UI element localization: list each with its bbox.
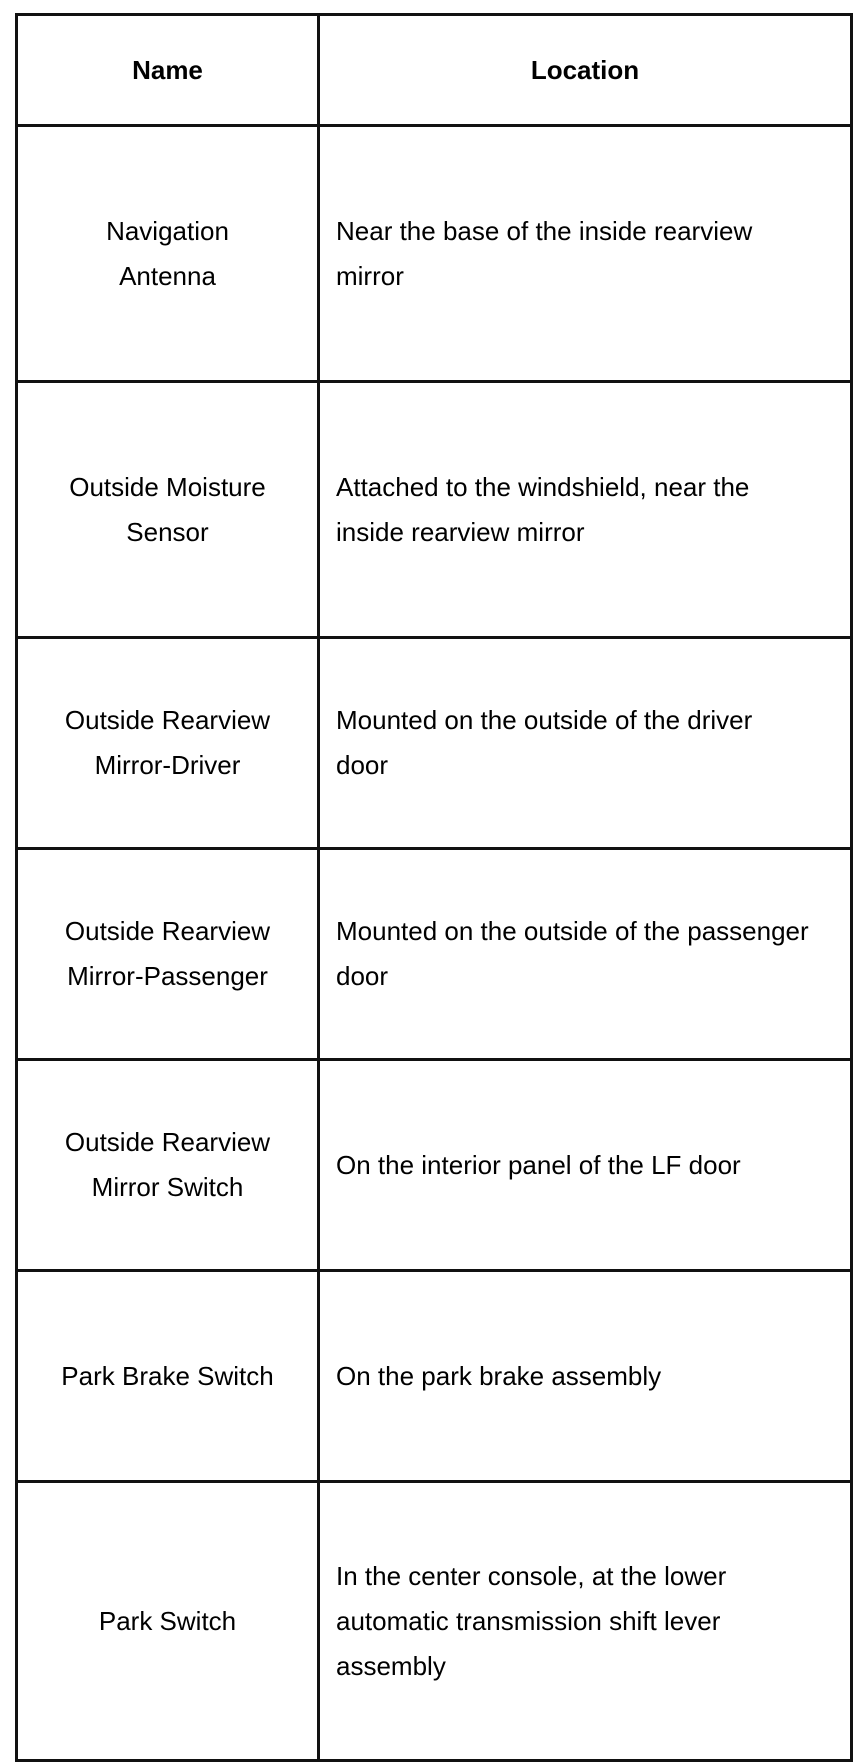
component-location: On the park brake assembly (319, 1271, 852, 1482)
component-name (17, 1060, 319, 1271)
component-name-text: Park Switch (98, 1605, 237, 1636)
component-name-text: Outside Rearview Mirror-Passenger (64, 916, 271, 991)
table-row (17, 126, 852, 382)
header-location: Location (319, 15, 852, 126)
component-name-text: Outside Moisture Sensor (69, 471, 266, 547)
table-row (17, 1060, 852, 1271)
table-row (17, 1271, 852, 1482)
component-name-text: Outside Rearview Mirror-Driver (64, 705, 271, 780)
component-location: Attached to the windshield, near the inside rearview mirror (319, 382, 852, 638)
component-location: In the center console, at the lower automatic transmission shift lever assembly (319, 1482, 852, 1761)
component-location: Mounted on the outside of the driver door (319, 638, 852, 849)
component-name-text: Outside Rearview Mirror Switch (64, 1127, 271, 1202)
table-row (17, 849, 852, 1060)
table-row (17, 638, 852, 849)
table-row (17, 1482, 852, 1761)
component-location: Near the base of the inside rearview mirror (319, 126, 852, 382)
component-name-text: Park Brake Switch (61, 1360, 274, 1391)
component-location-table (15, 13, 853, 1762)
component-location: Mounted on the outside of the passenger door (319, 849, 852, 1060)
component-name (17, 382, 319, 638)
table-row (17, 382, 852, 638)
table-header-row (17, 15, 852, 126)
component-name-text: Navigation Antenna (106, 215, 229, 291)
component-location: On the interior panel of the LF door (319, 1060, 852, 1271)
component-name (17, 1271, 319, 1482)
component-name (17, 126, 319, 382)
component-name (17, 638, 319, 849)
component-name (17, 1482, 319, 1761)
header-name: Name (17, 15, 319, 126)
component-name (17, 849, 319, 1060)
